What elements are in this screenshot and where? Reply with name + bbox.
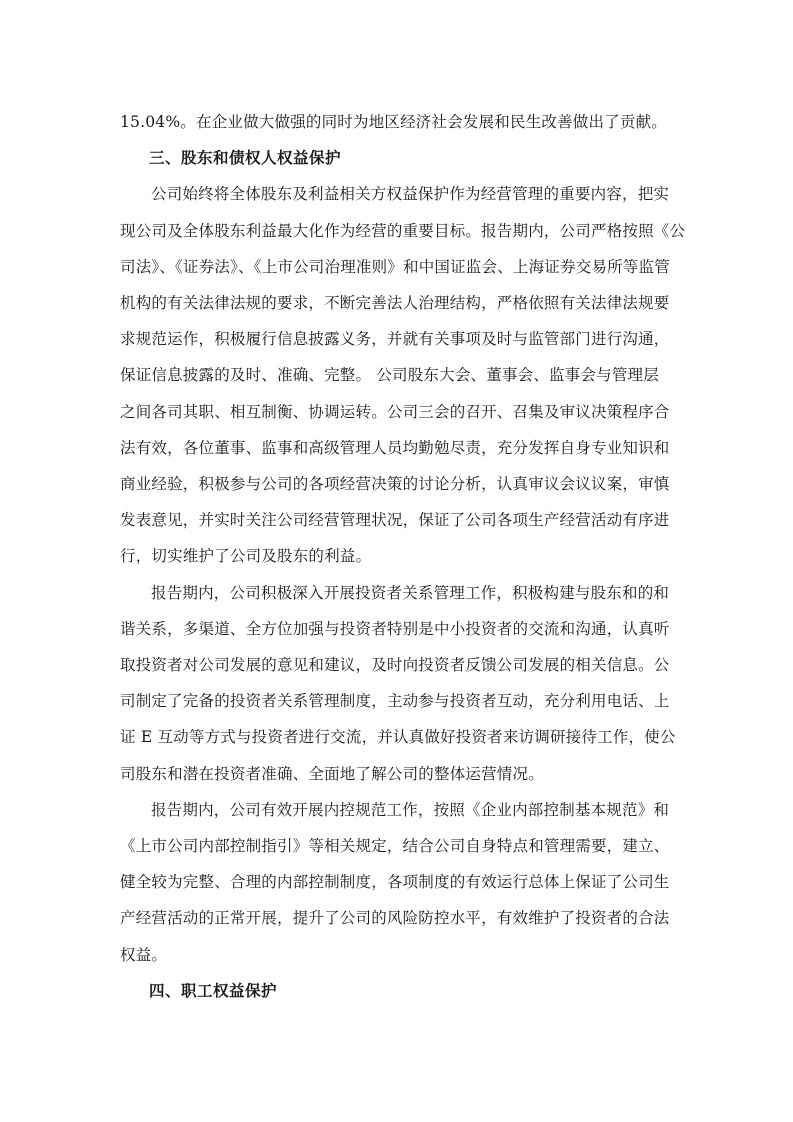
paragraph-line: 现公司及全体股东利益最大化作为经营的重要目标。报告期内，公司严格按照《公 — [120, 221, 686, 240]
paragraph-line: 权益。 — [120, 945, 168, 964]
section-4-heading: 四、职工权益保护 — [149, 981, 278, 1000]
paragraph-line: 司股东和潜在投资者准确、全面地了解公司的整体运营情况。 — [120, 764, 544, 783]
paragraph-line: 之间各司其职、相互制衡、协调运转。公司三会的召开、召集及审议决策程序合 — [120, 402, 670, 421]
paragraph-line: 发表意见，并实时关注公司经营管理状况，保证了公司各项生产经营活动有序进 — [120, 511, 670, 530]
paragraph-line: 司法》、《证券法》、《上市公司治理准则》和中国证监会、上海证券交易所等监管 — [120, 257, 670, 276]
paragraph-line: 证 E 互动等方式与投资者进行交流，并认真做好投资者来访调研接待工作，使公 — [120, 728, 676, 747]
paragraph-line: 司制定了完备的投资者关系管理制度，主动参与投资者互动，充分利用电话、上 — [120, 692, 670, 711]
paragraph-line: 取投资者对公司发展的意见和建议，及时向投资者反馈公司发展的相关信息。公 — [120, 656, 670, 675]
paragraph-internal-control — [120, 792, 676, 973]
paragraph-line: 行，切实维护了公司及股东的利益。 — [120, 547, 372, 566]
paragraph-line: 谐关系，多渠道、全方位加强与投资者特别是中小投资者的交流和沟通，认真听 — [120, 619, 670, 638]
paragraph-shareholder-protection — [120, 176, 686, 574]
paragraph-line: 公司始终将全体股东及利益相关方权益保护作为经营管理的重要内容，把实 — [151, 185, 670, 204]
paragraph-line: 《上市公司内部控制指引》等相关规定，结合公司自身特点和管理需要，建立、 — [120, 837, 670, 856]
paragraph-line: 报告期内，公司有效开展内控规范工作，按照《企业内部控制基本规范》和 — [151, 800, 670, 819]
paragraph-investor-relations — [120, 575, 676, 792]
paragraph-line: 机构的有关法律法规的要求，不断完善法人治理结构，严格依照有关法律法规要 — [120, 294, 670, 313]
paragraph-line: 保证信息披露的及时、准确、完整。 公司股东大会、董事会、监事会与管理层 — [120, 366, 659, 385]
paragraph-line: 商业经验，积极参与公司的各项经营决策的讨论分析，认真审议会议议案，审慎 — [120, 475, 670, 494]
lead-line: 15.04%。在企业做大做强的同时为地区经济社会发展和民生改善做出了贡献。 — [120, 113, 668, 131]
document-page — [120, 104, 686, 1009]
paragraph-line: 法有效，各位董事、监事和高级管理人员均勤勉尽责，充分发挥自身专业知识和 — [120, 438, 670, 457]
section-3-heading: 三、股东和债权人权益保护 — [149, 149, 342, 168]
paragraph-line: 报告期内，公司积极深入开展投资者关系管理工作，积极构建与股东和的和 — [151, 583, 670, 602]
paragraph-line: 健全较为完整、合理的内部控制制度，各项制度的有效运行总体上保证了公司生 — [120, 873, 670, 892]
paragraph-line: 求规范运作，积极履行信息披露义务，并就有关事项及时与监管部门进行沟通， — [120, 330, 670, 349]
paragraph-line: 产经营活动的正常开展，提升了公司的风险防控水平，有效维护了投资者的合法 — [120, 909, 670, 928]
